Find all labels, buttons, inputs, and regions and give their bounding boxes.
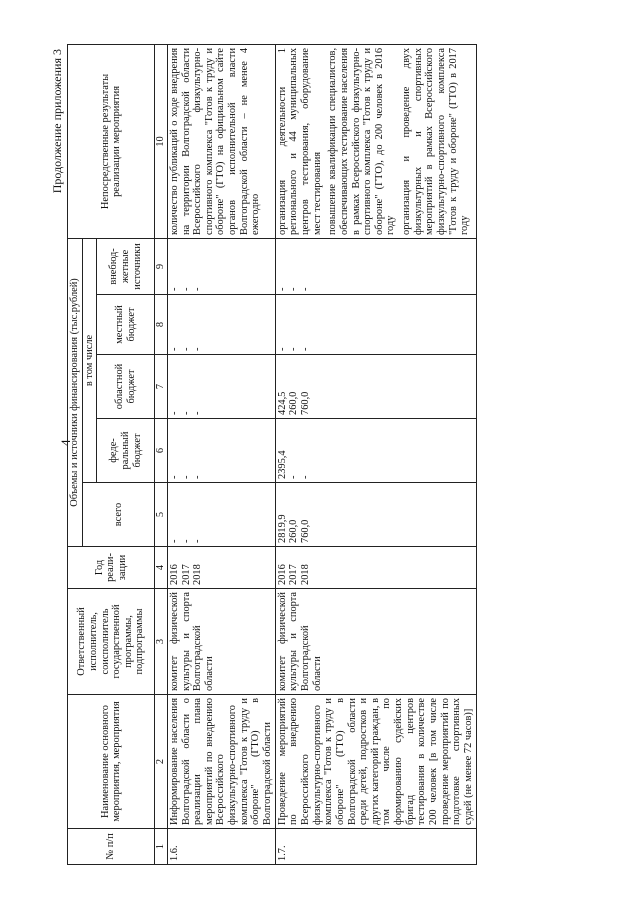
table-row (275, 44, 476, 864)
amount-value: 260,0 (288, 391, 300, 415)
result-text: количество публикаций о ходе внедрения на территории Волгоградской области Всероссийского физкультурно-спортивного комплекса "Готов к труду и обороне" (ГТО) на официальном сайте органов исполнительной власти Волгоградской области – не менее 4 ежегодно (168, 47, 262, 235)
year-value: 2017 (288, 564, 300, 585)
amount-value: - (299, 347, 311, 351)
row-total (275, 483, 476, 547)
amount-value: - (180, 539, 192, 543)
header-results: Непосредственные результаты реализации мероприятия (68, 44, 155, 238)
row-number: 1.6. (167, 829, 275, 865)
row-extra (275, 238, 476, 294)
amount-value: 260,0 (288, 519, 300, 543)
rotated-page (50, 45, 610, 865)
row-years (167, 547, 275, 589)
year-value: 2016 (168, 564, 180, 585)
amount-value: - (168, 411, 180, 415)
amount-value: - (192, 287, 204, 291)
amount-value: - (288, 347, 300, 351)
index-cell: 3 (155, 589, 168, 695)
header-num: № п/п (68, 829, 155, 865)
amount-value: - (299, 287, 311, 291)
row-results (167, 44, 275, 238)
amount-value: 760,0 (299, 519, 311, 543)
amount-value: 2395,4 (276, 450, 288, 479)
header-local: местный бюджет (97, 295, 155, 355)
amount-value: - (180, 347, 192, 351)
amount-value: - (168, 347, 180, 351)
amount-value: - (168, 475, 180, 479)
row-executor: комитет физической культуры и спорта Волгоградской области (275, 589, 476, 695)
header-incl: в том числе (82, 238, 97, 482)
amount-value: 424,5 (276, 391, 288, 415)
result-text: организация и проведение двух физкультурных и спортивных мероприятий в рамках Всероссийского физкультурно-спортивного комплекса "Готов к труду и обороне" (ГТО) в 2017 году (401, 47, 471, 235)
header-year: Год реали- зации (68, 547, 155, 589)
year-value: 2017 (180, 564, 192, 585)
header-name: Наименование основного мероприятия, мероприятия (68, 695, 155, 829)
index-cell: 6 (155, 419, 168, 483)
header-extrabudget: внебюд- жетные источники (97, 238, 155, 294)
result-text: организация деятельности 1 регионального и 44 муниципальных центров тестирования, оборудование мест тестирования (276, 47, 323, 235)
index-cell: 8 (155, 295, 168, 355)
index-cell: 10 (155, 44, 168, 238)
amount-value: - (276, 347, 288, 351)
row-local (275, 295, 476, 355)
page-number: 4 (58, 439, 73, 446)
row-regional (275, 355, 476, 419)
amount-value: - (299, 475, 311, 479)
amount-value: - (192, 347, 204, 351)
row-executor: комитет физической культуры и спорта Волгоградской области (167, 589, 275, 695)
amount-value: - (288, 475, 300, 479)
year-value: 2016 (276, 564, 288, 585)
row-local (167, 295, 275, 355)
index-row (155, 44, 168, 864)
row-federal (167, 419, 275, 483)
index-cell: 1 (155, 829, 168, 865)
row-name: Информирование населения Волгоградской области о реализации плана мероприятий по внедрению Всероссийского физкультурно-спортивного комплекса "Готов к труду и обороне" (ГТО) в Волгоградской области (167, 695, 275, 829)
row-years (275, 547, 476, 589)
amount-value: 760,0 (299, 391, 311, 415)
row-number: 1.7. (275, 829, 476, 865)
result-text: повышение квалификации специалистов, обеспечивающих тестирование населения в рамках Всероссийского физкультурно-спортивного комплекса "Готов к труду и обороне" (ГТО), до 200 человек в 2016 году (327, 47, 397, 235)
row-regional (167, 355, 275, 419)
header-federal: феде- ральный бюджет (97, 419, 155, 483)
index-cell: 4 (155, 547, 168, 589)
amount-value: - (180, 475, 192, 479)
index-cell: 2 (155, 695, 168, 829)
header-executor: Ответственный исполнитель, соисполнитель государственной программы, подпрограммы (68, 589, 155, 695)
table-row (167, 44, 275, 864)
header-regional: областной бюджет (97, 355, 155, 419)
amount-value: - (168, 539, 180, 543)
row-results (275, 44, 476, 238)
index-cell: 5 (155, 483, 168, 547)
year-value: 2018 (192, 564, 204, 585)
amount-value: - (168, 287, 180, 291)
amount-value: - (180, 411, 192, 415)
row-total (167, 483, 275, 547)
amount-value: 2819,9 (276, 514, 288, 543)
row-extra (167, 238, 275, 294)
continuation-label: Продолжение приложения 3 (50, 49, 64, 194)
funding-table (67, 44, 477, 865)
index-cell: 7 (155, 355, 168, 419)
amount-value: - (192, 539, 204, 543)
amount-value: - (288, 287, 300, 291)
header-funding: Объемы и источники финансирования (тыс.рублей) (68, 238, 83, 546)
row-federal (275, 419, 476, 483)
row-name: Проведение мероприятий по внедрению Всероссийского физкультурно-спортивного комплекса "Готов к труду и обороне" (ГТО) в Волгоградской области среди детей, подростков и других категорий граждан, в том числе по формированию судейских бригад центров тестирования в количестве 200 человек [в том числе проведение мероприятий по подготовке спортивных судей (не менее 72 часов)] (275, 695, 476, 829)
year-value: 2018 (299, 564, 311, 585)
header-total: всего (82, 483, 155, 547)
amount-value: - (192, 411, 204, 415)
amount-value: - (276, 287, 288, 291)
amount-value: - (180, 287, 192, 291)
amount-value: - (192, 475, 204, 479)
index-cell: 9 (155, 238, 168, 294)
